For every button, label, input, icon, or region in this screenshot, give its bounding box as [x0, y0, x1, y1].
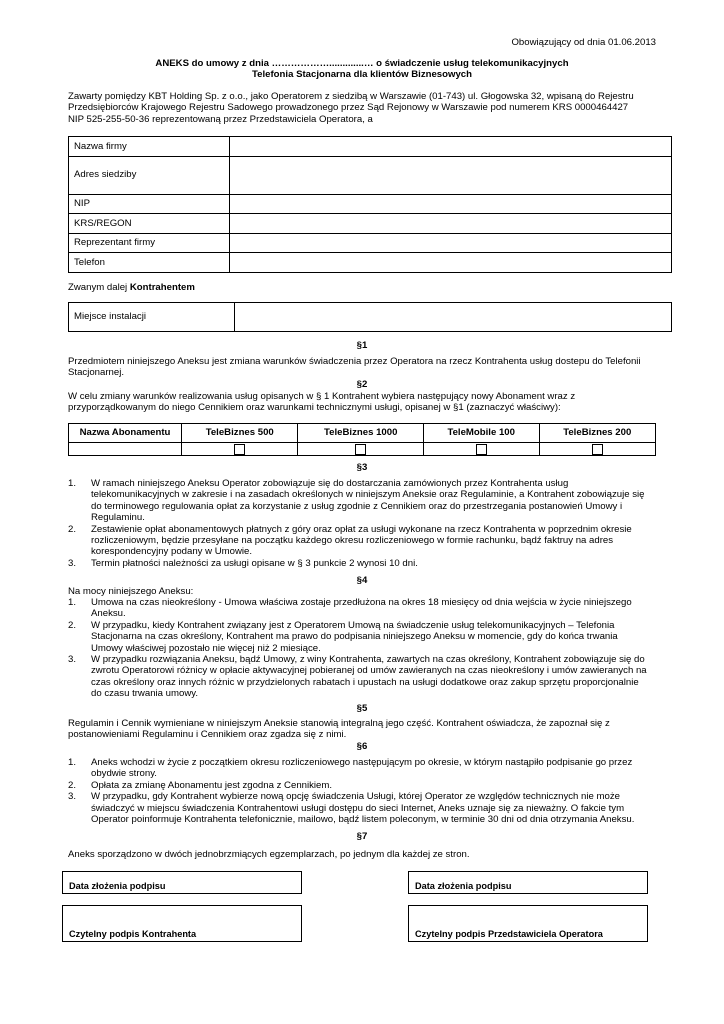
nip-field[interactable]: [230, 194, 672, 214]
list-line: Umowa na czas nieokreślony - Umowa właściwa zostaje przedłużona na okres 18 miesięcy od dnia wejścia w życie niniejszego: [91, 597, 632, 608]
list-line: W ramach niniejszego Aneksu Operator zobowiązuje się do dostarczania zamówionych przez Kontrahenta usług: [91, 478, 569, 489]
telemobile-100-checkbox[interactable]: [476, 444, 487, 455]
list-item: [68, 524, 656, 558]
list-item: [68, 558, 656, 569]
list-line: Termin płatności należności za usługi opisane w § 3 punkcie 2 wynosi 10 dni.: [91, 557, 418, 569]
list-line: Umowy właściwej pozostało nie więcej niż 2 miesiące.: [91, 642, 321, 654]
list-number: 3.: [68, 654, 77, 666]
plan-telebiznes-1000-header: TeleBiznes 1000: [298, 424, 423, 443]
operator-signature-box[interactable]: [408, 905, 648, 942]
section-3-heading: §3: [356, 462, 368, 473]
operator-date-box[interactable]: [408, 871, 648, 894]
plan-telebiznes-200-header: TeleBiznes 200: [539, 424, 656, 443]
address-field[interactable]: [230, 156, 672, 194]
table-row: [69, 303, 672, 332]
table-row: [69, 214, 672, 234]
operator-signature-label: Czytelny podpis Przedstawiciela Operatora: [415, 928, 603, 939]
contractor-signature-box[interactable]: [62, 905, 302, 942]
list-number: 2.: [68, 779, 77, 791]
table-row: [69, 137, 672, 157]
list-line: W przypadku, kiedy Kontrahent związany jest z Operatorem Umową na świadczenie usług telekomunikacyjnych – Telefonia: [91, 619, 615, 631]
representative-label: Reprezentant firmy: [69, 233, 230, 253]
krs-regon-label: KRS/REGON: [69, 214, 230, 234]
list-line: W przypadku rozwiązania Aneksu, bądź Umowy, z winy Kontrahenta, zawartych na czas określony, Kontrahent zobowiązuje się do: [91, 654, 645, 666]
telebiznes-1000-checkbox[interactable]: [355, 444, 366, 455]
contractor-prefix: Zwanym dalej: [68, 282, 130, 293]
section-3-list: [68, 478, 656, 569]
table-row: [69, 194, 672, 214]
list-line: czas określony oraz innych różnic w przydzielonych rabatach i upustach na usługi dodatkowe oraz zakup sprzętu proporcjonalnie: [91, 676, 639, 688]
title-line-1: ANEKS do umowy z dnia ……………….............… o świadczenie usług telekomunikacyjnych: [155, 58, 569, 69]
section-2-text: [68, 391, 656, 414]
section-2-line: W celu zmiany warunków realizowania usług opisanych w § 1 Kontrahent wybiera następujący nowy Abonament wraz z: [68, 391, 576, 402]
title-line-2: Telefonia Stacjonarna dla klientów Biznesowych: [252, 69, 472, 81]
intro-line: Przedsiębiorców Krajowego Rejestru Sadowego prowadzonego przez Sąd Rejonowy w Warszawie pod numerem KRS 0000464427: [68, 102, 629, 114]
list-item: [68, 620, 656, 654]
list-number: 2.: [68, 619, 77, 631]
list-line: rozliczeniowym, będzie przesyłane na początku każdego okresu rozliczeniowego w formie rachunku, bądź faktruy na adres: [91, 535, 614, 547]
table-row: [69, 253, 672, 273]
table-row: [69, 156, 672, 194]
list-number: 1.: [68, 478, 77, 489]
plan-cell: [182, 443, 298, 456]
section-7-heading: §7: [356, 831, 368, 842]
address-label: Adres siedziby: [69, 156, 230, 194]
section-5-text: [68, 718, 656, 741]
plan-telebiznes-500-header: TeleBiznes 500: [182, 424, 298, 443]
list-number: 2.: [68, 523, 77, 535]
effective-date: Obowiązujący od dnia 01.06.2013: [511, 37, 656, 48]
contractor-term: Kontrahentem: [129, 282, 195, 293]
plan-cell: [298, 443, 423, 456]
partner-details-table: [68, 136, 672, 273]
telebiznes-200-checkbox[interactable]: [592, 444, 603, 455]
table-row: [69, 233, 672, 253]
contractor-definition: [68, 282, 195, 293]
intro-line: Zawarty pomiędzy KBT Holding Sp. z o.o., jako Operatorem z siedzibą w Warszawie (01-743) ul. Głogowska 32, wpisaną do Rejestru: [68, 91, 634, 102]
section-6-heading: §6: [356, 741, 368, 752]
list-line: do czasu trwania umowy.: [91, 688, 198, 700]
section-1-line: Stacjonarnej.: [68, 367, 124, 379]
list-line: Operator poinformuje Kontrahenta telefonicznie, mailowo, bądź listem poleconym, w terminie 30 dni od dnia otrzymania Aneksu.: [91, 814, 635, 826]
list-line: korespondencyjny podany w Umowie.: [91, 546, 253, 558]
telebiznes-500-checkbox[interactable]: [234, 444, 245, 455]
subscription-name-header: Nazwa Abonamentu: [69, 424, 182, 443]
list-line: Opłata za zmianę Abonamentu jest zgodna z Cennikiem.: [91, 779, 333, 791]
list-line: Stacjonarna na czas określony, Kontrahent ma prawo do podpisania niniejszego Aneksu w momencie, gdy do końca trwania: [91, 631, 618, 643]
list-item: [68, 478, 656, 524]
contractor-signature-label: Czytelny podpis Kontrahenta: [69, 928, 197, 939]
plan-telemobile-100-header: TeleMobile 100: [423, 424, 539, 443]
section-7-text: Aneks sporządzono w dwóch jednobrzmiących egzemplarzach, po jednym dla każdej ze stron.: [68, 849, 470, 860]
list-line: Regulaminu.: [91, 512, 145, 524]
section-5-heading: §5: [356, 703, 368, 714]
intro-line: NIP 525-255-50-36 reprezentowaną przez Przedstawiciela Operatora, a: [68, 113, 373, 125]
subscription-table: [68, 423, 656, 456]
list-line: W przypadku, gdy Kontrahent wybierze nową opcję świadczenia Usługi, której Operator ze względów technicznych nie może: [91, 791, 620, 803]
list-item: [68, 597, 656, 620]
list-item: [68, 654, 656, 700]
company-name-field[interactable]: [230, 137, 672, 157]
section-1-line: Przedmiotem niniejszego Aneksu jest zmiana warunków świadczenia przez Operatora na rzecz Kontrahenta usług dostepu do Telefonii: [68, 356, 641, 367]
list-line: Zestawienie opłat abonamentowych płatnych z góry oraz opłat za usługi wykonane na rzecz Kontrahenta w poprzednim okresie: [91, 523, 632, 535]
section-4-list: [68, 597, 656, 700]
installation-table: [68, 302, 672, 332]
list-item: [68, 791, 656, 825]
table-header-row: [69, 424, 656, 443]
contractor-date-label: Data złożenia podpisu: [69, 880, 166, 891]
list-line: świadczyć w miejscu świadczenia Kontrahentowi usługi dostępu do sieci Internet, Aneks uznaje się za nieważny. O fakcie tym: [91, 802, 625, 814]
section-1-text: [68, 356, 656, 379]
section-2-line: przyporządkowanym do niego Cennikiem oraz warunkami technicznymi usługi, opisanej w §1 (zaznaczyć właściwy):: [68, 402, 561, 414]
empty-cell: [69, 443, 182, 456]
phone-label: Telefon: [69, 253, 230, 273]
krs-regon-field[interactable]: [230, 214, 672, 234]
intro-paragraph: [68, 91, 656, 125]
document-title: [68, 58, 656, 81]
phone-field[interactable]: [230, 253, 672, 273]
list-item: [68, 780, 656, 791]
list-item: [68, 757, 656, 780]
list-line: telekomunikacyjnych w zakresie i na zasadach określonych w niniejszym Aneksie oraz Regulaminie, a Kontrahent zobowiązuje się: [91, 489, 645, 501]
list-line: obydwie strony.: [91, 768, 157, 780]
list-line: Aneksu.: [91, 608, 126, 620]
contractor-date-box[interactable]: [62, 871, 302, 894]
section-4-lead: Na mocy niniejszego Aneksu:: [68, 586, 194, 597]
list-number: 1.: [68, 757, 77, 768]
installation-label: Miejsce instalacji: [69, 303, 235, 332]
plan-cell: [423, 443, 539, 456]
company-name-label: Nazwa firmy: [69, 137, 230, 157]
plan-cell: [539, 443, 656, 456]
section-2-heading: §2: [356, 379, 368, 390]
section-5-line: Regulamin i Cennik wymieniane w niniejszym Aneksie stanowią integralną jego część. Kontrahent oświadcza, że zapoznał się z: [68, 718, 610, 729]
section-6-list: [68, 757, 656, 825]
list-number: 1.: [68, 597, 77, 608]
section-5-line: postanowieniami Regulaminu i Cennikiem oraz zgadza się z nimi.: [68, 729, 347, 741]
nip-label: NIP: [69, 194, 230, 214]
operator-date-label: Data złożenia podpisu: [415, 880, 512, 891]
list-number: 3.: [68, 791, 77, 803]
table-row: [69, 443, 656, 456]
list-line: Aneks wchodzi w życie z początkiem okresu rozliczeniowego następującym po okresie, w którym nastąpiło podpisanie go przez: [91, 757, 633, 768]
list-line: do terminowego regulowania opłat za korzystanie z usług zgodnie z Cennikiem oraz do przestrzegania postanowień Umowy i: [91, 500, 623, 512]
representative-field[interactable]: [230, 233, 672, 253]
section-1-heading: §1: [356, 340, 368, 351]
installation-field[interactable]: [235, 303, 672, 332]
section-4-heading: §4: [356, 575, 368, 586]
list-line: zwrotu Operatorowi różnicy w opłacie aktywacyjnej pobieranej od umów zawieranych na czas nieokreślony i umów zawieranych na: [91, 665, 647, 677]
list-number: 3.: [68, 557, 77, 569]
